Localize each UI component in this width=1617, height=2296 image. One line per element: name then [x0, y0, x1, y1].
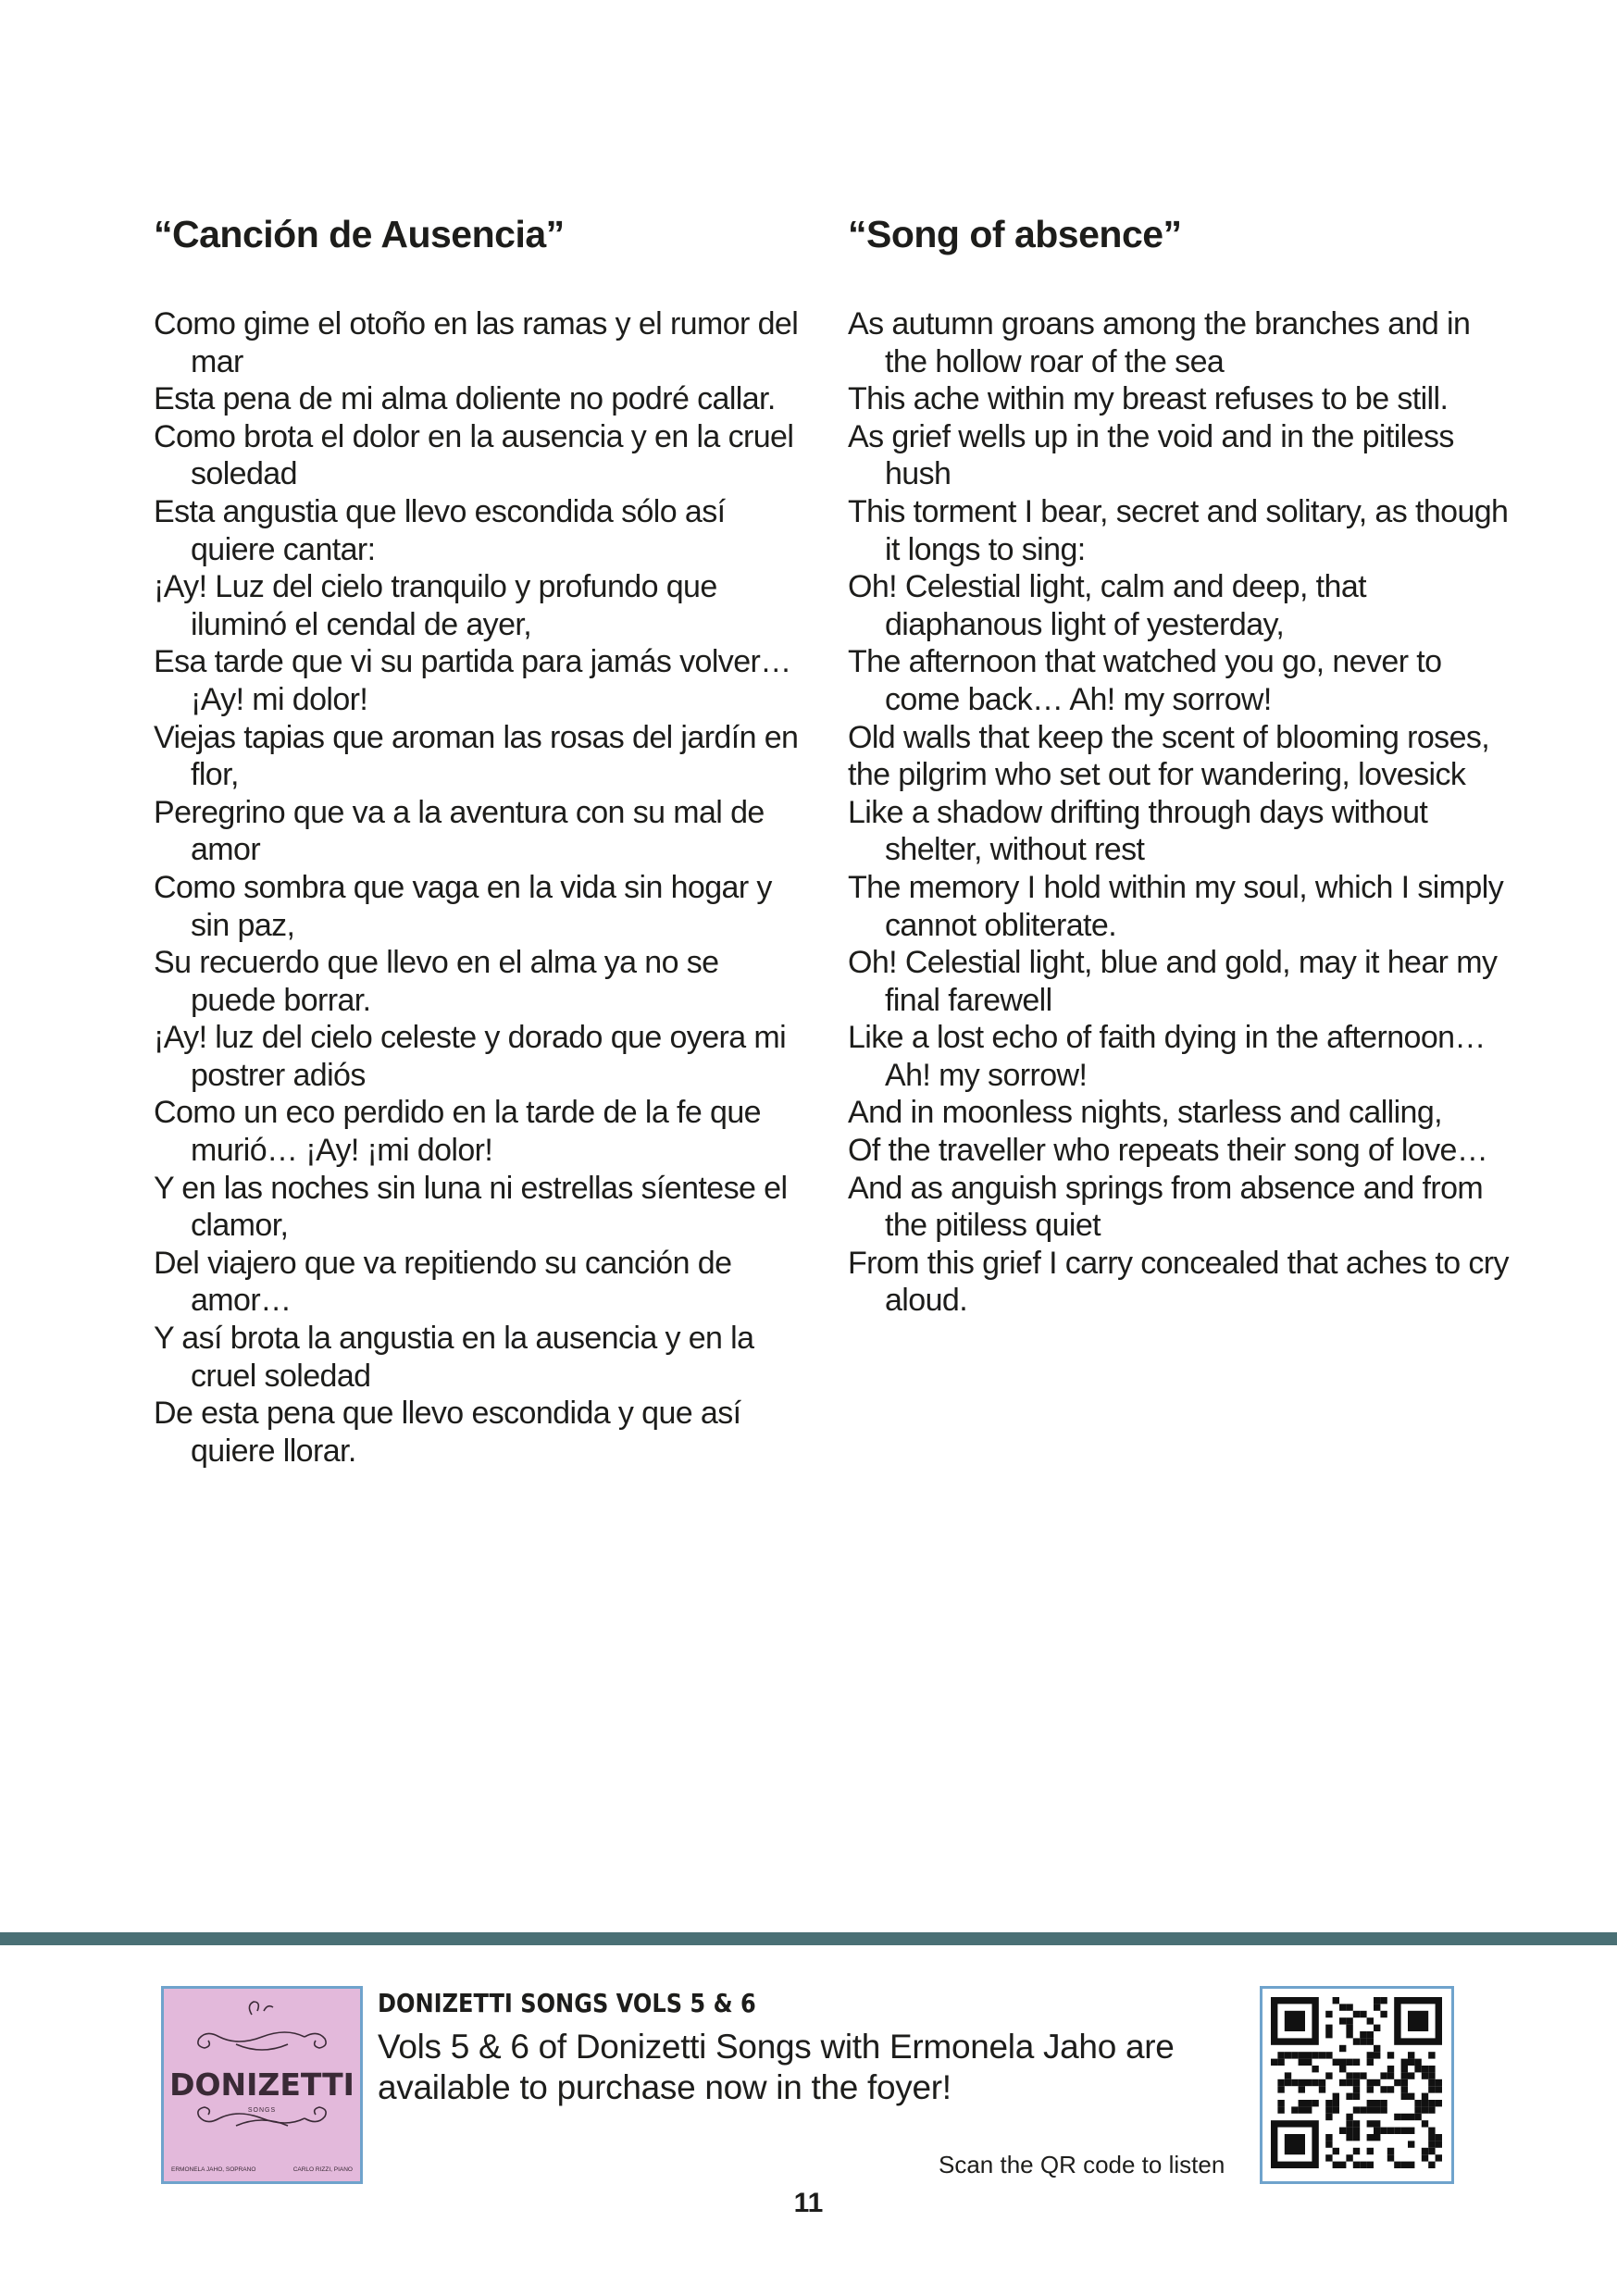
lyric-line: Y así brota la angustia en la ausencia y en la cruel soledad: [154, 1321, 754, 1394]
lyric-line: De esta pena que llevo escondida y que así quiere llorar.: [154, 1396, 741, 1469]
promo-text: Vols 5 & 6 of Donizetti Songs with Ermonela Jaho are available to purchase now in the foyer!: [378, 2028, 1175, 2106]
promo-heading: DONIZETTI SONGS VOLS 5 & 6: [378, 1988, 756, 2018]
english-lines: [848, 305, 1514, 1320]
lyric-line: And in moonless nights, starless and calling,: [848, 1095, 1443, 1131]
qr-code-pattern: [1263, 1989, 1451, 2181]
album-credit-piano: CARLO RIZZI, PIANO: [292, 2166, 353, 2173]
lyric-line: ¡Ay! Luz del cielo tranquilo y profundo que iluminó el cendal de ayer,: [154, 569, 717, 642]
lyric-line: the pilgrim who set out for wandering, lovesick: [848, 757, 1466, 793]
lyric-line: Como gime el otoño en las ramas y el rumor del mar: [154, 306, 799, 379]
lyric-line: From this grief I carry concealed that aches to cry aloud.: [848, 1245, 1509, 1319]
lyric-line: Como sombra que vaga en la vida sin hogar y sin paz,: [154, 869, 772, 943]
page-number: 11: [793, 2188, 824, 2218]
lyric-line: As autumn groans among the branches and in the hollow roar of the sea: [848, 306, 1471, 379]
album-title: DONIZETTI: [169, 2066, 354, 2103]
lyric-line: The afternoon that watched you go, never to come back… Ah! my sorrow!: [848, 644, 1442, 717]
album-credit-soprano: ERMONELA JAHO, SOPRANO: [171, 2166, 256, 2173]
english-lyrics-column: [848, 211, 1514, 1320]
spanish-lyrics-column: [154, 211, 811, 1470]
spanish-lines: [154, 305, 811, 1470]
lyric-line: This torment I bear, secret and solitary, as though it longs to sing:: [848, 493, 1509, 567]
lyric-line: Su recuerdo que llevo en el alma ya no se puede borrar.: [154, 945, 719, 1018]
lyric-line: This ache within my breast refuses to be still.: [848, 381, 1449, 417]
footer-divider-band: [0, 1932, 1617, 1945]
lyric-line: And as anguish springs from absence and from the pitiless quiet: [848, 1170, 1484, 1244]
lyric-line: Peregrino que va a la aventura con su mal de amor: [154, 794, 765, 868]
album-cover-image: [161, 1986, 363, 2184]
lyric-line: Like a shadow drifting through days without shelter, without rest: [848, 794, 1428, 868]
lyric-line: Viejas tapias que aroman las rosas del jardín en flor,: [154, 719, 799, 793]
lyric-line: Como brota el dolor en la ausencia y en la cruel soledad: [154, 418, 794, 492]
lyric-line: Del viajero que va repitiendo su canción de amor…: [154, 1245, 732, 1319]
english-title: “Song of absence”: [848, 213, 1182, 255]
album-subtitle: SONGS: [247, 2107, 277, 2114]
lyric-line: Como un eco perdido en la tarde de la fe que murió… ¡Ay! ¡mi dolor!: [154, 1095, 761, 1169]
qr-code[interactable]: [1260, 1986, 1454, 2184]
lyric-line: Esta angustia que llevo escondida sólo así quiere cantar:: [154, 493, 726, 567]
album-credits: [171, 2166, 353, 2173]
lyric-line: As grief wells up in the void and in the pitiless hush: [848, 418, 1454, 492]
spanish-title: “Canción de Ausencia”: [154, 213, 565, 255]
lyric-line: Oh! Celestial light, calm and deep, that diaphanous light of yesterday,: [848, 569, 1366, 642]
lyric-line: Esta pena de mi alma doliente no podré callar.: [154, 381, 776, 417]
lyric-line: Of the traveller who repeats their song of love…: [848, 1133, 1488, 1169]
lyric-line: Oh! Celestial light, blue and gold, may it hear my final farewell: [848, 945, 1498, 1018]
lyric-line: Old walls that keep the scent of blooming roses,: [848, 719, 1490, 755]
lyric-line: The memory I hold within my soul, which I simply cannot obliterate.: [848, 869, 1504, 943]
lyric-line: Esa tarde que vi su partida para jamás volver… ¡Ay! mi dolor!: [154, 644, 791, 717]
lyric-line: ¡Ay! luz del cielo celeste y dorado que oyera mi postrer adiós: [154, 1020, 787, 1093]
scan-qr-label: Scan the QR code to listen: [939, 2151, 1225, 2178]
lyric-line: Like a lost echo of faith dying in the afternoon… Ah! my sorrow!: [848, 1020, 1486, 1093]
lyric-line: Y en las noches sin luna ni estrellas síentese el clamor,: [154, 1170, 788, 1244]
